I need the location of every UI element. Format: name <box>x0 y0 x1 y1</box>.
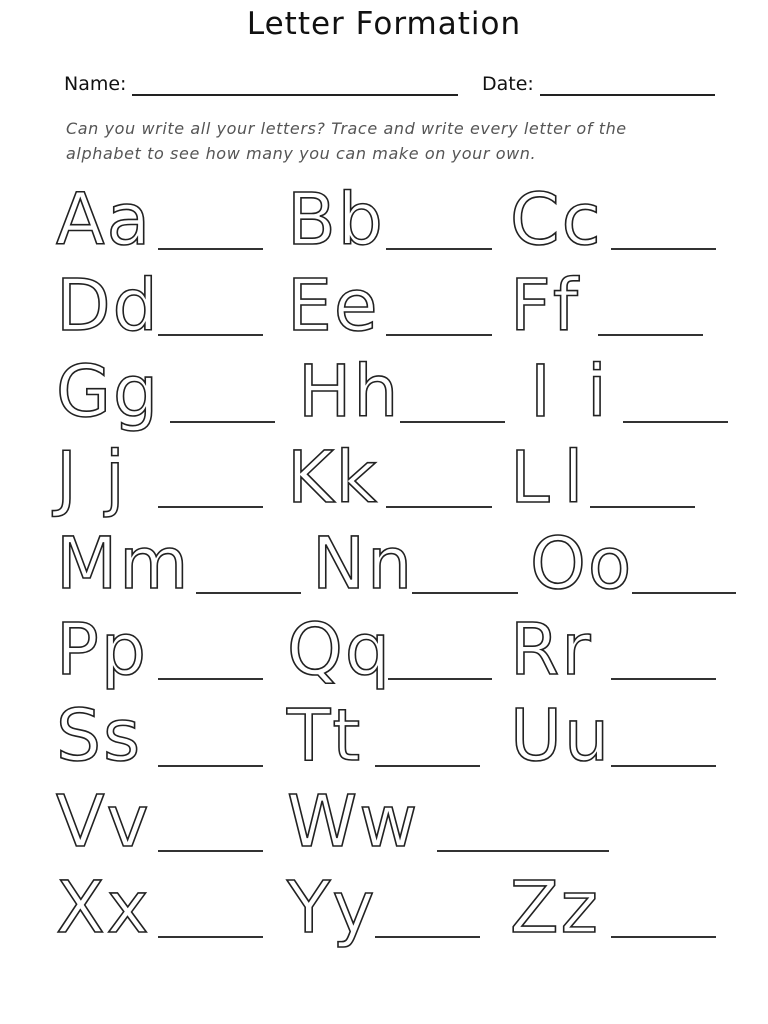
trace-letter-qq: Qq <box>287 608 392 691</box>
trace-letter-ff: Ff <box>510 264 580 347</box>
trace-letter-vv: Vv <box>56 780 151 863</box>
trace-letter-bb: Bb <box>287 178 385 261</box>
trace-letter-ss: Ss <box>56 694 143 777</box>
trace-letter-zz: Zz <box>510 866 600 949</box>
trace-letter-xx: Xx <box>56 866 151 949</box>
trace-letter-ii: Ii <box>530 350 643 433</box>
write-line-nn[interactable] <box>412 592 518 594</box>
trace-letter-rr: Rr <box>510 608 593 691</box>
trace-letter-ll: Ll <box>510 436 598 519</box>
write-line-ff[interactable] <box>598 334 703 336</box>
trace-letter-kk: Kk <box>287 436 379 519</box>
trace-letter-jj: Jj <box>56 436 153 519</box>
write-line-oo[interactable] <box>632 592 736 594</box>
trace-letter-cc: Cc <box>510 178 603 261</box>
write-line-aa[interactable] <box>158 248 263 250</box>
write-line-gg[interactable] <box>170 421 275 423</box>
write-line-ii[interactable] <box>623 421 728 423</box>
write-line-tt[interactable] <box>375 765 480 767</box>
trace-letter-aa: Aa <box>56 178 153 261</box>
trace-letter-yy: Yy <box>287 866 377 949</box>
date-label: Date: <box>482 73 534 95</box>
trace-letter-tt: Tt <box>287 694 363 777</box>
page-title: Letter Formation <box>246 6 522 42</box>
write-line-kk[interactable] <box>386 506 492 508</box>
trace-letter-dd: Dd <box>56 264 160 347</box>
write-line-mm[interactable] <box>196 592 301 594</box>
trace-letter-gg: Gg <box>56 350 161 433</box>
trace-letter-oo: Oo <box>530 522 634 605</box>
trace-letter-hh: Hh <box>298 350 401 433</box>
write-line-qq[interactable] <box>388 678 492 680</box>
write-line-zz[interactable] <box>611 936 716 938</box>
write-line-uu[interactable] <box>611 765 716 767</box>
write-line-bb[interactable] <box>386 248 492 250</box>
trace-letter-nn: Nn <box>312 522 415 605</box>
trace-letter-uu: Uu <box>510 694 611 777</box>
write-line-ss[interactable] <box>158 765 263 767</box>
write-line-vv[interactable] <box>158 850 263 852</box>
write-line-pp[interactable] <box>158 678 263 680</box>
trace-letter-ww: Ww <box>287 780 420 863</box>
name-label: Name: <box>64 73 127 95</box>
write-line-ee[interactable] <box>386 334 492 336</box>
instructions-text: Can you write all your letters? Trace and write every letter of the alphabet to see how many you can make on your own. <box>66 119 627 163</box>
write-line-ll[interactable] <box>590 506 695 508</box>
write-line-ww[interactable] <box>437 850 609 852</box>
trace-letter-pp: Pp <box>56 608 148 691</box>
write-line-cc[interactable] <box>611 248 716 250</box>
write-line-dd[interactable] <box>158 334 263 336</box>
trace-letter-ee: Ee <box>287 264 380 347</box>
write-line-yy[interactable] <box>375 936 480 938</box>
write-line-hh[interactable] <box>400 421 505 423</box>
write-line-rr[interactable] <box>611 678 716 680</box>
trace-letter-mm: Mm <box>56 522 191 605</box>
write-line-jj[interactable] <box>158 506 263 508</box>
write-line-xx[interactable] <box>158 936 263 938</box>
